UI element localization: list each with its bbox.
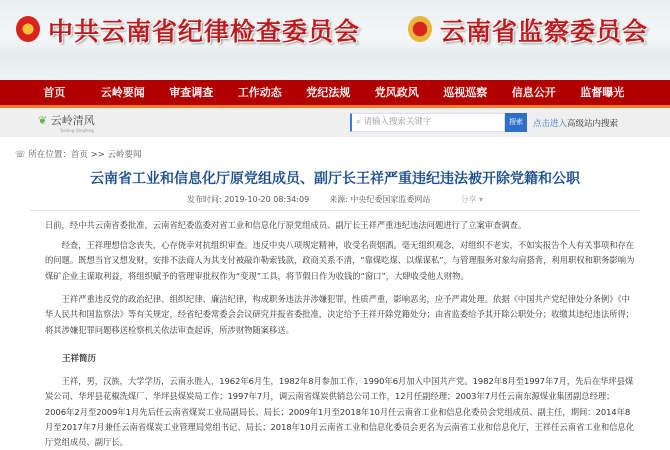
nav-conduct[interactable]: 党风政风 bbox=[374, 86, 419, 99]
nav-investigation[interactable]: 审查调查 bbox=[169, 86, 214, 99]
party-emblem-icon bbox=[16, 16, 40, 42]
advanced-prefix: 点击进入 bbox=[533, 119, 568, 129]
nav-regulations[interactable]: 党纪法规 bbox=[306, 86, 351, 99]
breadcrumb-sep: >> bbox=[87, 150, 108, 160]
breadcrumb-home[interactable]: 首页 bbox=[70, 150, 88, 160]
nav-home[interactable]: 首页 bbox=[43, 86, 66, 99]
site-banner bbox=[0, 0, 670, 80]
article-meta bbox=[0, 194, 670, 205]
nav-yunling-news[interactable]: 云岭要闻 bbox=[100, 86, 145, 99]
nav-work-news[interactable]: 工作动态 bbox=[237, 86, 282, 99]
publish-time: 发布时间: 2019-10-20 08:34:09 bbox=[186, 195, 310, 204]
search-input[interactable] bbox=[350, 113, 505, 132]
search-placeholder: 请输入搜索关键字 bbox=[363, 117, 432, 127]
leaf-logo-icon: ❦ bbox=[38, 114, 48, 127]
divider bbox=[30, 210, 640, 211]
nav-inspection[interactable]: 巡视巡察 bbox=[443, 86, 488, 99]
nav-disclosure[interactable]: 信息公开 bbox=[511, 86, 556, 99]
search-button[interactable]: 搜索 bbox=[505, 113, 527, 132]
paragraph-2: 经查，王祥理想信念丧失，心存侥幸对抗组织审查。违反中央八项规定精神，收受名贵烟酒。毫无组织观念，对组织不老实，不如实报告个人有关事项和存在的问题。既想当官又想发财，安排不法商人为其支付被敲诈勒索钱款，政商关系不清，“靠煤吃煤、以煤谋私”，与管理服务对象勾肩搭背，利用职权和职务影响为煤矿企业主谋取利益，将组织赋予的管理审批权作为“变现”工具，将节假日作为收钱的“窗口”，大肆收受他人财物。 bbox=[45, 240, 635, 281]
logo-subtext: Yunling Qingfeng bbox=[60, 128, 94, 133]
paragraph-1: 日前，经中共云南省委批准，云南省纪委监委对省工业和信息化厅原党组成员、副厅长王祥严重违纪违法问题进行了立案审查调查。 bbox=[45, 220, 527, 230]
banner-title-supervision: 云南省监察委员会 bbox=[440, 17, 649, 46]
search-icon: ⌕ bbox=[356, 117, 361, 127]
nav-exposure[interactable]: 监督曝光 bbox=[580, 86, 625, 99]
article-source: 来源: 中央纪委国家监委网站 bbox=[329, 195, 431, 204]
breadcrumb-label: 所在位置： bbox=[28, 150, 71, 160]
share-button[interactable]: 分享 ▾ bbox=[460, 195, 483, 204]
national-emblem-icon bbox=[408, 16, 432, 42]
resume-heading: 王祥简历 bbox=[62, 354, 97, 364]
logo-text: 云岭清风 bbox=[50, 114, 95, 127]
location-icon: ☏ bbox=[15, 150, 26, 160]
main-nav bbox=[0, 80, 670, 108]
banner-title-commission: 中共云南省纪律检查委员会 bbox=[48, 17, 361, 46]
advanced-suffix: 高级站内搜索 bbox=[567, 119, 619, 129]
breadcrumb bbox=[15, 148, 142, 160]
site-logo[interactable] bbox=[38, 112, 95, 133]
article-title: 云南省工业和信息化厅原党组成员、副厅长王祥严重违纪违法被开除党籍和公职 bbox=[90, 171, 580, 187]
paragraph-3: 王祥严重违反党的政治纪律、组织纪律、廉洁纪律，构成职务违法并涉嫌犯罪，性质严重，影响恶劣，应予严肃处理。依据《中国共产党纪律处分条例》《中华人民共和国监察法》等有关规定，经省纪委常委会会议研究并报省委批准，决定给予王祥开除党籍处分；由省监委给予其开除公职处分；收缴其违纪违法所得；将其涉嫌犯罪问题移送检察机关依法审查起诉，所涉财物随案移送。 bbox=[45, 294, 635, 335]
sub-header bbox=[0, 108, 670, 137]
breadcrumb-current[interactable]: 云岭要闻 bbox=[107, 150, 142, 160]
resume-paragraph: 王祥，男，汉族，大学学历，云南永胜人，1962年6月生，1982年8月参加工作，1990年6月加入中国共产党。1982年8月至1997年7月，先后在华坪县煤炭公司、华坪县花椒洗煤厂、华坪县煤炭局工作；1997年7月，调云南省煤炭供销总公司工作，12月任副经理；2003年7月任云南东源煤业集团副总经理；2006年2月至2009年1月先后任云南省煤炭工业局副局长、局长；2009年1月至2018年10月任云南省工业和信息化委员会党组成员、副主任，期间：2014年8月至2017年7月兼任云南省煤炭工业管理局党组书记、局长；2018年10月云南省工业和信息化委员会更名为云南省工业和信息化厅，王祥任云南省工业和信息化厅党组成员、副厅长。 bbox=[45, 376, 635, 448]
advanced-search-link[interactable] bbox=[533, 117, 618, 129]
